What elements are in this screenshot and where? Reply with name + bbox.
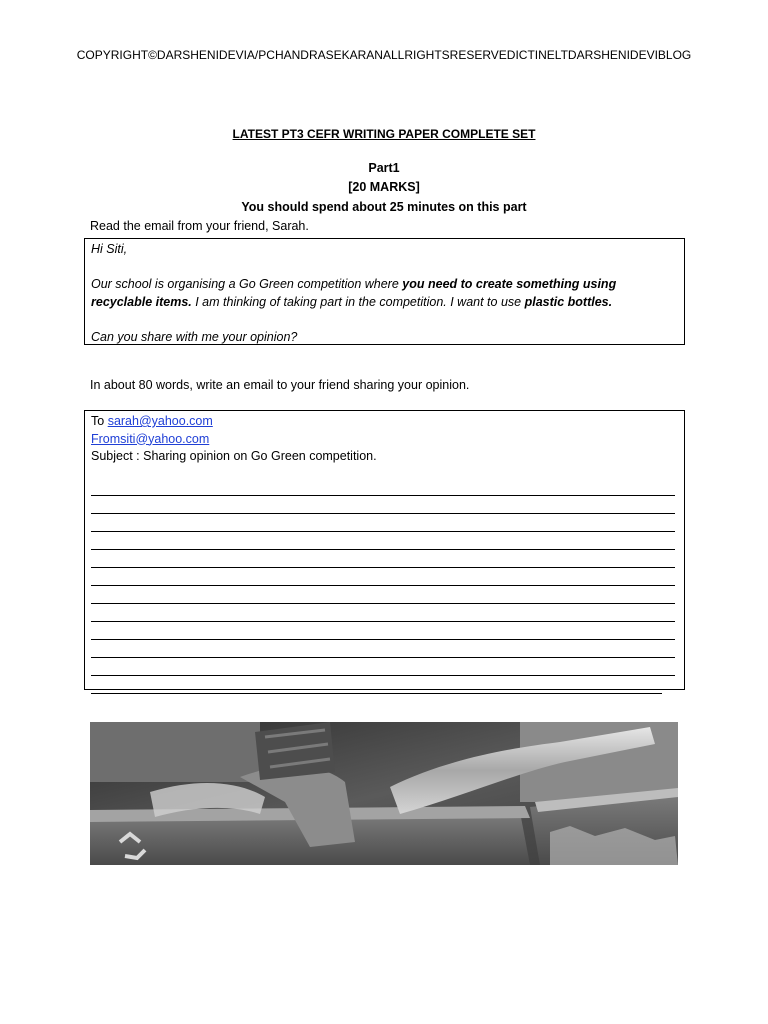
- email-bold-text: plastic bottles.: [524, 294, 613, 309]
- write-instruction: In about 80 words, write an email to your friend sharing your opinion.: [90, 378, 470, 392]
- friend-email-box: [84, 238, 685, 345]
- email-text: I am thinking of taking part in the competition. I want to use: [191, 294, 525, 309]
- email-greeting: Hi Siti,: [91, 242, 128, 256]
- reply-to-line: [91, 413, 678, 431]
- part-marks: [20 MARKS]: [348, 180, 420, 194]
- copyright-header: COPYRIGHT©DARSHENIDEVIA/PCHANDRASEKARANALLRIGHTSRESERVEDICTINELTDARSHENIDEVIBLOG: [76, 48, 692, 62]
- writing-line[interactable]: [91, 676, 662, 694]
- writing-line[interactable]: [91, 550, 675, 568]
- writing-line[interactable]: [91, 532, 675, 550]
- writing-line[interactable]: [91, 478, 675, 496]
- writing-line[interactable]: [91, 658, 675, 676]
- email-text: Our school is organising a Go Green competition where: [91, 277, 403, 291]
- email-bold-text: you need to create something using recyclable items.: [91, 277, 617, 309]
- writing-line[interactable]: [91, 514, 675, 532]
- writing-line[interactable]: [91, 640, 675, 658]
- writing-line[interactable]: [91, 586, 675, 604]
- from-email-link[interactable]: Fromsiti@yahoo.com: [91, 431, 210, 446]
- read-instruction: Read the email from your friend, Sarah.: [90, 219, 309, 233]
- writing-line[interactable]: [91, 496, 675, 514]
- email-paragraph-2: Can you share with me your opinion?: [91, 329, 298, 344]
- recycling-photo: [90, 722, 678, 865]
- writing-line[interactable]: [91, 604, 675, 622]
- writing-line[interactable]: [91, 622, 675, 640]
- to-email-link[interactable]: sarah@yahoo.com: [107, 414, 213, 428]
- reply-subject: Subject : Sharing opinion on Go Green competition.: [91, 449, 377, 463]
- writing-line[interactable]: [91, 568, 675, 586]
- to-label: To: [91, 414, 108, 428]
- reply-email-box: [84, 410, 685, 690]
- writing-lines[interactable]: [91, 478, 678, 694]
- part-time-instruction: You should spend about 25 minutes on this part: [241, 200, 527, 214]
- part-name: Part1: [368, 161, 400, 175]
- page-title: LATEST PT3 CEFR WRITING PAPER COMPLETE SET: [232, 127, 536, 141]
- email-paragraph-1: [91, 276, 678, 311]
